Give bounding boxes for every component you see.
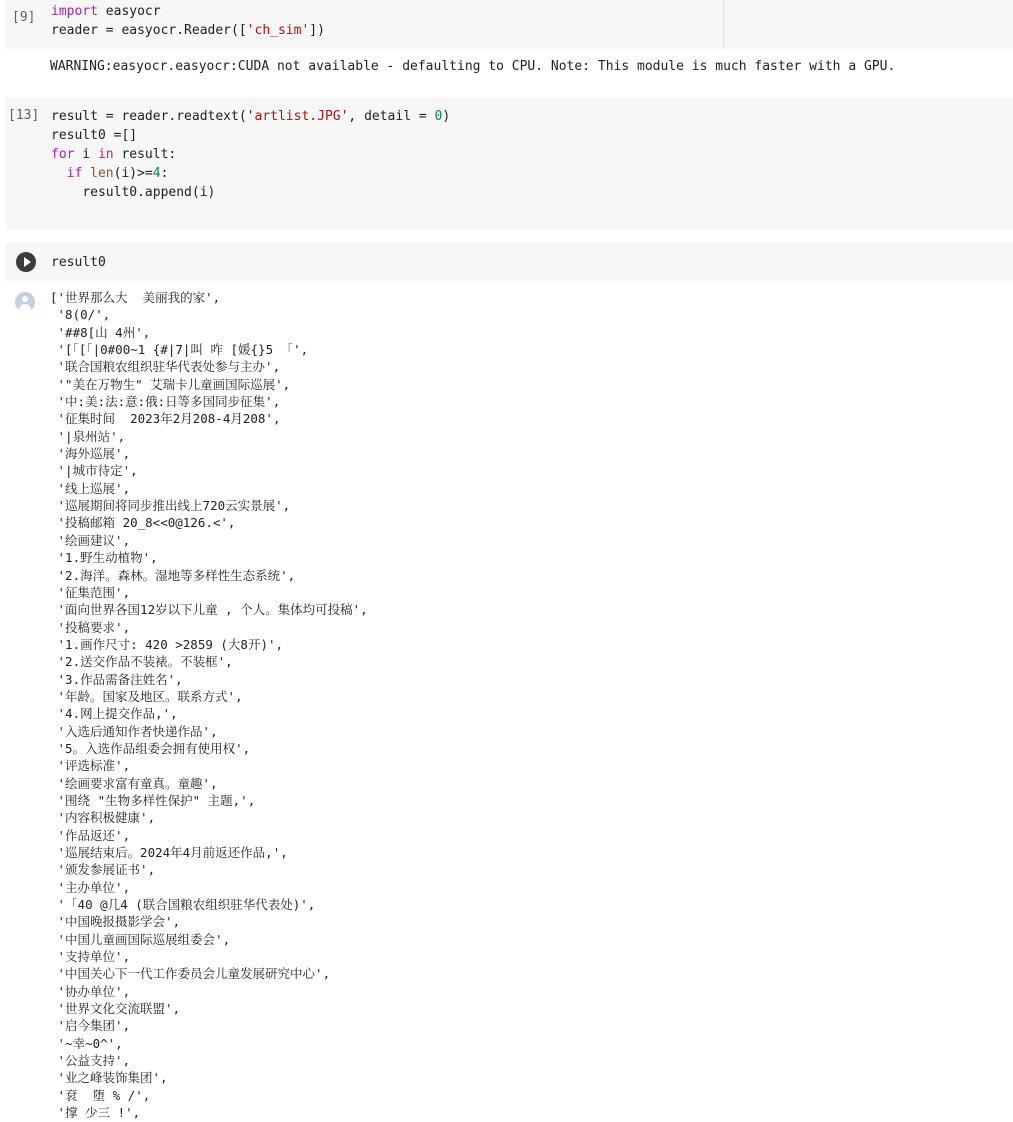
- run-cell-button[interactable]: [16, 252, 36, 272]
- code-text: (i)>=: [113, 166, 153, 181]
- output-line: '[「[「|0#00~1 {#|7|叫 咋 [媛{}5 「',: [50, 342, 309, 358]
- output-line: '5。入选作品组委会拥有使用权',: [50, 740, 251, 756]
- output-line: '~幸~0^',: [50, 1035, 123, 1051]
- output-line: '2.海洋。森林。湿地等多样性生态系统',: [50, 567, 296, 583]
- output-line: '撑 少三 !',: [50, 1105, 141, 1121]
- output-line: '巡展结束后。2024年4月前返还作品,',: [50, 845, 288, 860]
- output-line: '评选标准',: [50, 758, 131, 774]
- number-literal: 4: [152, 166, 161, 181]
- output-line: '投稿邮箱 20_8<<0@126.<',: [50, 515, 236, 531]
- code-text: reader = easyocr.Reader([: [51, 23, 247, 38]
- output-line: '入选后通知作者快递作品',: [50, 723, 218, 739]
- output-line: ['世界那么大 美丽我的家',: [50, 290, 221, 305]
- keyword: in: [97, 147, 114, 162]
- cell-divider: [723, 0, 724, 49]
- output-line: '中:美:法:意:俄:日等多国同步征集',: [50, 394, 281, 410]
- code-text: result0.append(i): [82, 185, 216, 200]
- output-line: '中国关心下一代工作委员会儿童发展研究中心',: [50, 966, 331, 982]
- keyword: import: [51, 4, 98, 19]
- output-line: '3.作品需备注姓名',: [50, 671, 183, 687]
- string-literal: 'ch_sim': [246, 23, 310, 38]
- string-literal: 'artlist.JPG': [246, 109, 349, 124]
- code-text: , detail =: [348, 109, 435, 124]
- output-line: '中国儿童画国际巡展组委会',: [50, 931, 231, 947]
- cell-output-warning: WARNING:easyocr.easyocr:CUDA not available - defaulting to CPU. Note: This module is much faster with a GPU.: [50, 59, 896, 74]
- code-text: ): [442, 109, 451, 124]
- builtin-function: len: [90, 166, 114, 181]
- output-line: '8(0/',: [50, 307, 111, 323]
- output-line: '袞 堕 % /',: [50, 1087, 151, 1103]
- output-line: '巡展期间将同步推出线上720云实景展',: [50, 498, 291, 514]
- code-text: :: [160, 166, 169, 181]
- code-text: result0 =[]: [51, 128, 138, 143]
- output-line: '协办单位',: [50, 983, 131, 999]
- code-text: result:: [113, 147, 177, 162]
- output-line: '"美在万物生" 艾瑞卡儿童画国际巡展',: [50, 376, 291, 392]
- output-line: '业之峰装饰集团',: [50, 1070, 168, 1086]
- output-line: '启今集团',: [50, 1018, 131, 1034]
- number-literal: 0: [434, 109, 443, 124]
- cell-source[interactable]: [51, 107, 450, 202]
- output-avatar-icon: [15, 292, 35, 312]
- output-line: '支持单位',: [50, 949, 131, 965]
- code-text: result = reader.readtext(: [51, 109, 247, 124]
- output-line: '中国晚报摄影学会',: [50, 914, 181, 930]
- output-line: '绘画要求富有童真。童趣',: [50, 775, 218, 791]
- keyword: if: [66, 166, 83, 181]
- output-line: '公益支持',: [50, 1053, 131, 1069]
- output-line: '海外巡展',: [50, 446, 131, 462]
- cell-output-list: [50, 289, 368, 1122]
- output-line: '1.野生动植物',: [50, 550, 158, 566]
- cell-prompt: [13]: [8, 108, 40, 123]
- code-text: i: [74, 147, 98, 162]
- output-line: '征集范围',: [50, 584, 131, 600]
- output-line: '|城市待定',: [50, 463, 138, 479]
- code-cell-9[interactable]: [5, 0, 1013, 49]
- output-line: '绘画建议',: [50, 532, 131, 548]
- output-line: '线上巡展',: [50, 480, 131, 496]
- output-line: '投稿要求',: [50, 619, 131, 635]
- output-line: '征集时间 2023年2月208-4月208',: [50, 411, 281, 427]
- cell-source[interactable]: [51, 2, 325, 40]
- output-line: '作品返还',: [50, 827, 131, 843]
- cell-prompt: [9]: [12, 10, 36, 25]
- output-line: '世界文化交流联盟',: [50, 1001, 181, 1017]
- output-line: '主办单位',: [50, 879, 131, 895]
- keyword: for: [51, 147, 75, 162]
- output-line: '|泉州站',: [50, 428, 126, 444]
- output-line: '4.网上提交作品,',: [50, 706, 178, 722]
- code-text: easyocr: [97, 4, 161, 19]
- output-line: '围绕 "生物多样性保护" 主题,',: [50, 792, 256, 808]
- output-line: '内容积极健康',: [50, 810, 156, 826]
- output-line: '年龄。国家及地区。联系方式',: [50, 688, 243, 704]
- output-line: '##8[山 4州',: [50, 324, 151, 340]
- output-line: '1.画作尺寸: 420 >2859 (大8开)',: [50, 636, 284, 652]
- output-line: '面向世界各国12岁以下儿童 , 个人。集体均可投稿',: [50, 602, 368, 618]
- output-line: '颁发参展证书',: [50, 862, 156, 878]
- code-text: ]): [309, 23, 325, 38]
- output-line: '联合国粮农组织驻华代表处参与主办',: [50, 359, 281, 375]
- code-cell-result0[interactable]: [5, 243, 1013, 281]
- output-line: '「40 @几4 (联合国粮农组织驻华代表处)',: [50, 897, 316, 913]
- cell-source[interactable]: result0: [51, 255, 106, 270]
- output-line: '2.送交作品不装裱。不装框',: [50, 654, 233, 670]
- code-cell-13[interactable]: [5, 97, 1013, 230]
